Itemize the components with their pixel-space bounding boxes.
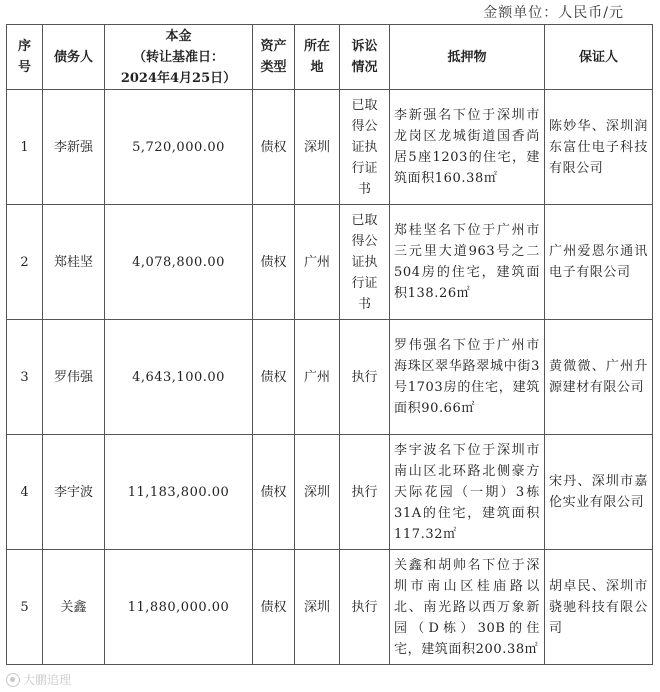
cell-seq: 2 [7,205,43,320]
watermark-logo-icon [6,673,20,687]
table-row [7,320,653,435]
cell-collateral: 李新强名下位于深圳市龙岗区龙城街道国香尚居5座1203的住宅，建筑面积160.38㎡ [390,90,545,205]
cell-location: 深圳 [295,435,340,550]
cell-collateral: 李宇波名下位于深圳市南山区北环路北侧豪方天际花园（一期）3栋31A的住宅，建筑面积117.32㎡ [390,435,545,550]
cell-seq: 3 [7,320,43,435]
cell-litigation: 已取得公证执行证书 [340,90,390,205]
header-location: 所在地 [295,25,340,90]
cell-guarantor: 黄微微、广州升源建材有限公司 [545,320,653,435]
cell-asset-type: 债权 [253,320,295,435]
header-principal-line1: 本金 [165,28,192,44]
cell-debtor: 关鑫 [43,550,105,665]
cell-seq: 4 [7,435,43,550]
table-row [7,550,653,665]
cell-principal: 4,078,800.00 [105,205,253,320]
cell-litigation: 执行 [340,550,390,665]
currency-unit-note: 金额单位：人民币/元 [483,5,624,21]
header-principal [105,25,253,90]
table-row [7,90,653,205]
table-row [7,435,653,550]
cell-guarantor: 陈妙华、深圳润东富仕电子科技有限公司 [545,90,653,205]
cell-principal: 4,643,100.00 [105,320,253,435]
cell-debtor: 郑桂坚 [43,205,105,320]
cell-location: 广州 [295,205,340,320]
cell-guarantor: 广州爱恩尔通讯电子有限公司 [545,205,653,320]
cell-guarantor: 胡卓民、深圳市骁驰科技有限公司 [545,550,653,665]
cell-principal: 11,183,800.00 [105,435,253,550]
cell-asset-type: 债权 [253,90,295,205]
cell-location: 深圳 [295,90,340,205]
cell-location: 深圳 [295,550,340,665]
cell-litigation: 执行 [340,320,390,435]
header-asset-type: 资产类型 [253,25,295,90]
watermark-text: 大鹏追理 [23,673,72,687]
cell-asset-type: 债权 [253,205,295,320]
header-guarantor: 保证人 [545,25,653,90]
cell-principal: 5,720,000.00 [105,90,253,205]
cell-asset-type: 债权 [253,435,295,550]
cell-collateral: 关鑫和胡帅名下位于深圳市南山区桂庙路以北、南光路以西万象新园（D栋）30B的住宅，建筑面积200.38㎡ [390,550,545,665]
header-principal-line3: 2024年4月25日） [120,70,237,86]
cell-asset-type: 债权 [253,550,295,665]
watermark [6,671,71,688]
header-seq: 序号 [7,25,43,90]
cell-debtor: 李新强 [43,90,105,205]
cell-collateral: 罗伟强名下位于广州市海珠区翠华路翠城中街3号1703房的住宅，建筑面积90.66㎡ [390,320,545,435]
table-header-row [7,25,653,90]
cell-collateral: 郑桂坚名下位于广州市三元里大道963号之二504房的住宅，建筑面积138.26㎡ [390,205,545,320]
header-principal-line2: （转让基准日： [132,49,224,65]
cell-debtor: 罗伟强 [43,320,105,435]
cell-litigation: 已取得公证执行证书 [340,205,390,320]
header-debtor: 债务人 [43,25,105,90]
cell-guarantor: 宋丹、深圳市嘉伦实业有限公司 [545,435,653,550]
header-litigation: 诉讼情况 [340,25,390,90]
debt-asset-table [6,24,653,665]
cell-debtor: 李宇波 [43,435,105,550]
cell-seq: 5 [7,550,43,665]
cell-location: 广州 [295,320,340,435]
cell-principal: 11,880,000.00 [105,550,253,665]
header-collateral: 抵押物 [390,25,545,90]
table-row [7,205,653,320]
cell-litigation: 执行 [340,435,390,550]
cell-seq: 1 [7,90,43,205]
